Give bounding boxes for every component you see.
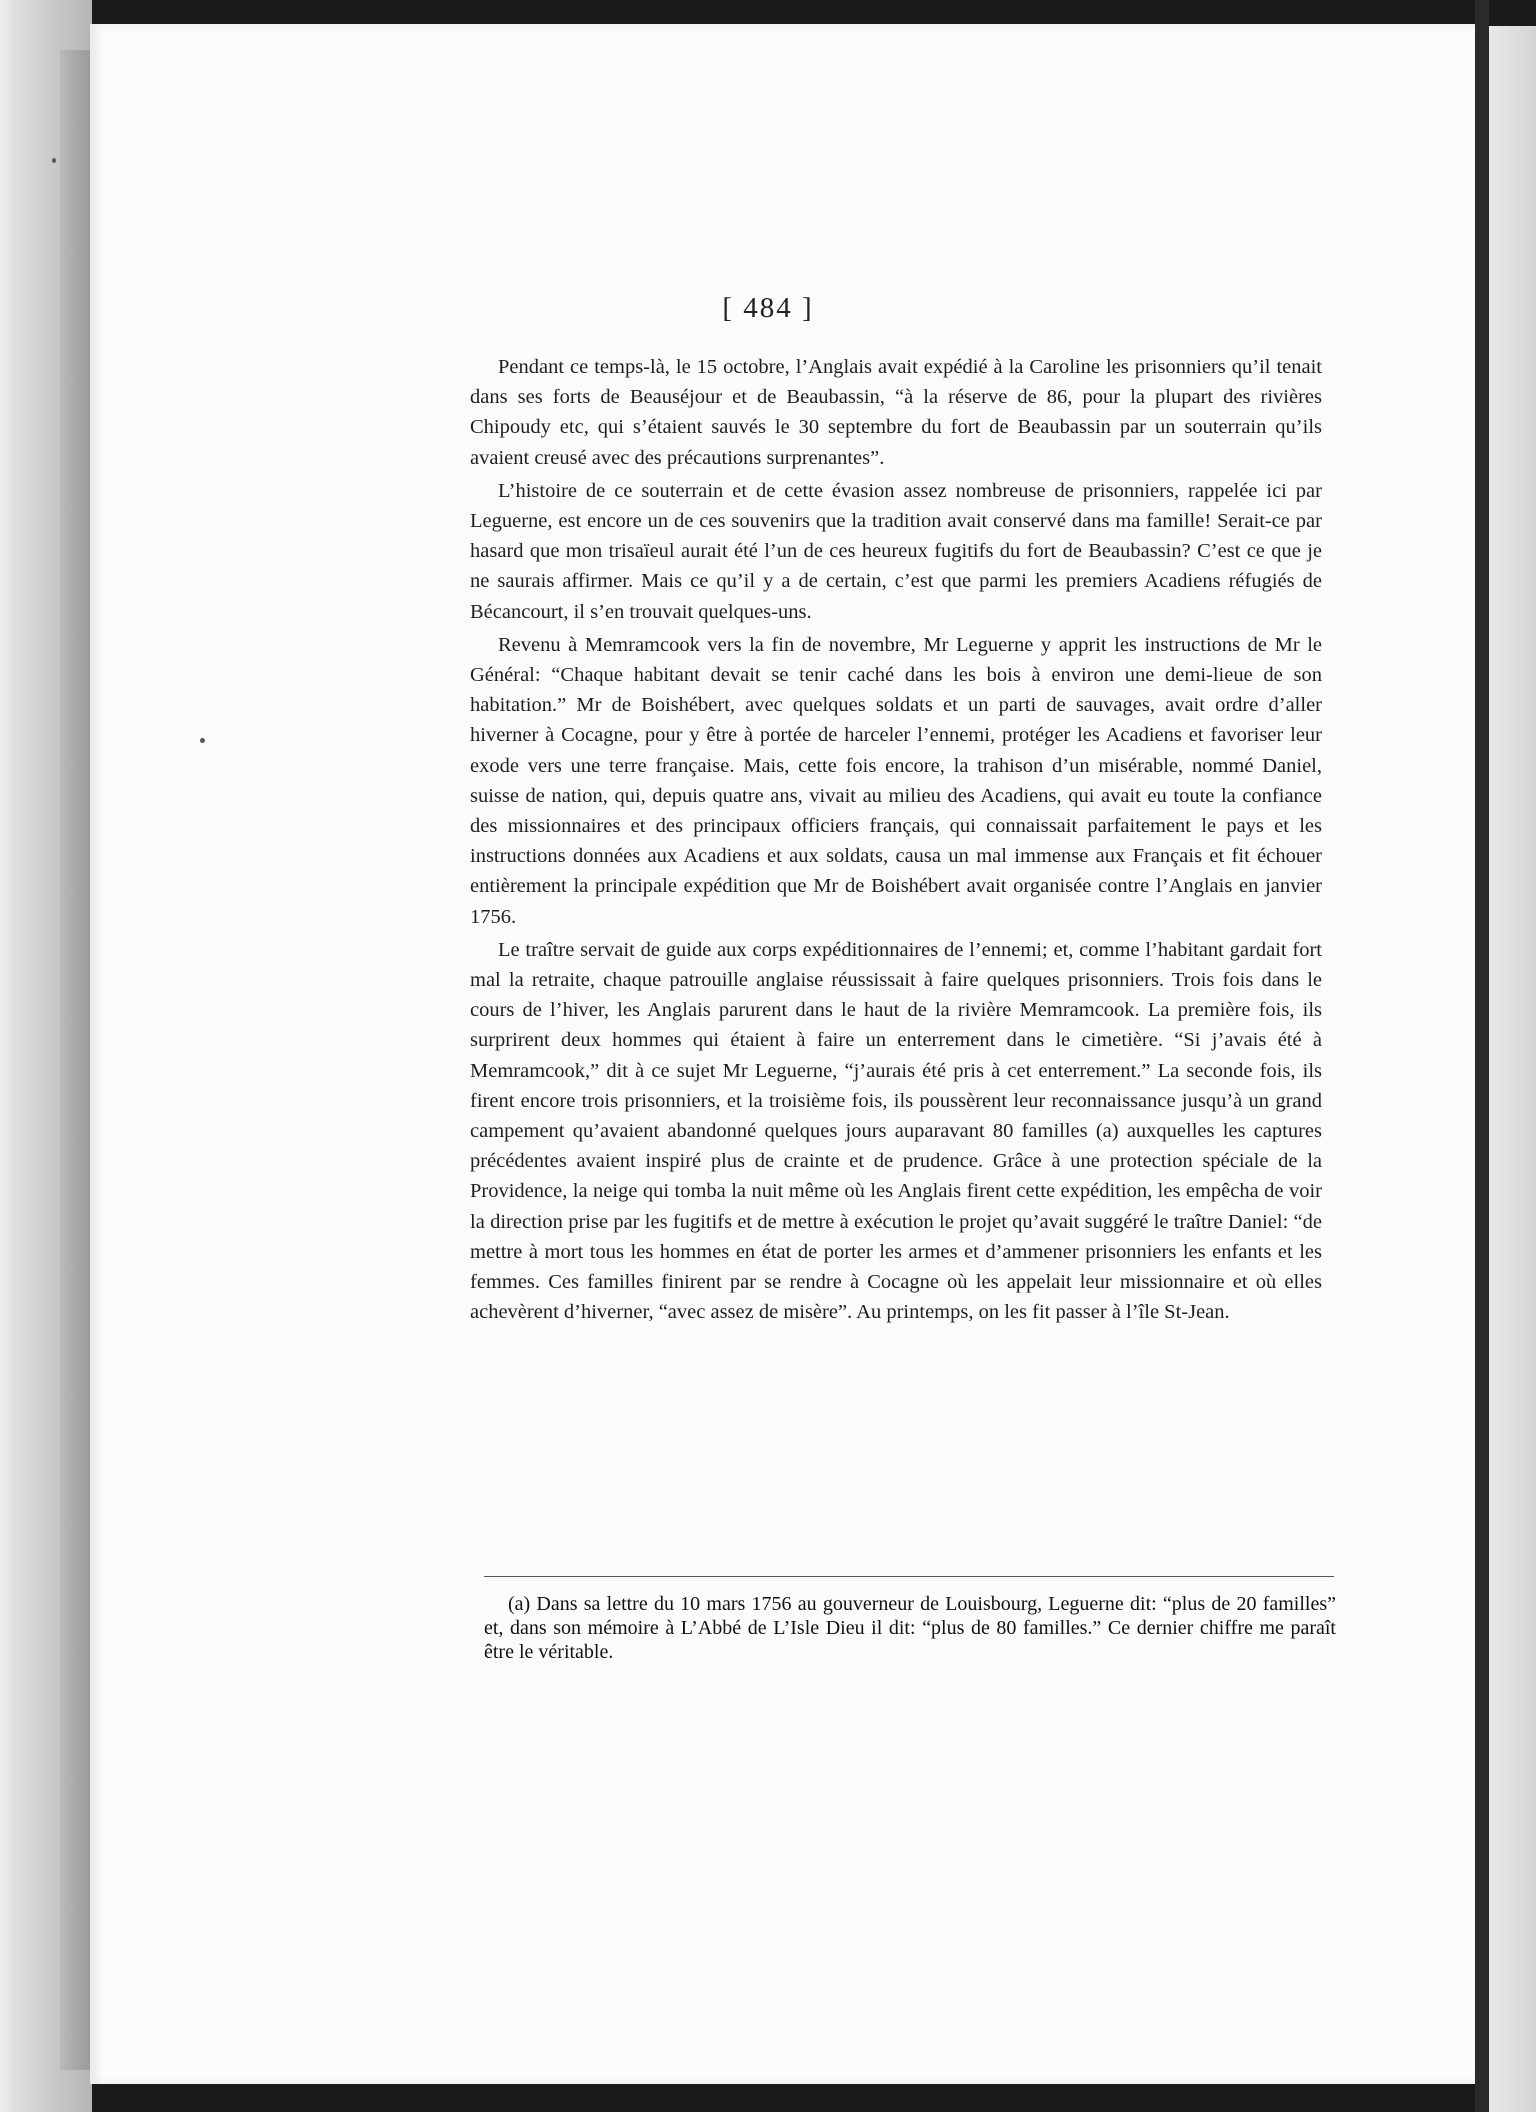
paragraph: L’histoire de ce souterrain et de cette évasion assez nombreuse de prisonniers, rappelée ici par Leguerne, est encore un de ces souvenirs que la tradition avait conservé dans ma famille! Serait-ce par hasard que mon trisaïeul aurait été l’un de ces heureux fugitifs du fort de Beaubassin? C’est ce que je ne saurais affirmer. Mais ce qu’il y a de certain, c’est que parmi les premiers Acadiens réfugiés de Bécancourt, il s’en trouvait quelques-uns. xyxy=(470,479,1322,623)
speck-mark xyxy=(52,158,56,163)
body-text xyxy=(470,352,1322,1331)
page-number: [ 484 ] xyxy=(722,292,814,324)
paragraph: Revenu à Memramcook vers la fin de novembre, Mr Leguerne y apprit les instructions de Mr le Général: “Chaque habitant devait se tenir caché dans les bois à environ une demi-lieue de son habitation.” Mr de Boishébert, avec quelques soldats et un parti de sauvages, avait ordre d’aller hiverner à Cocagne, pour y être à portée de harceler l’ennemi, protéger les Acadiens et favoriser leur exode vers une terre française. Mais, cette fois encore, la trahison d’un misérable, nommé Daniel, suisse de nation, qui, depuis quatre ans, vivait au milieu des Acadiens, qui avait eu toute la confiance des missionnaires et des principaux officiers français, qui connaissait parfaitement le pays et les instructions données aux Acadiens et aux soldats, causa un mal immense aux Français et fit échouer entièrement la principale expédition que Mr de Boishébert avait organisée contre l’Anglais en janvier 1756. xyxy=(470,633,1322,928)
book-right-edge xyxy=(1489,26,1536,2112)
paragraph: Pendant ce temps-là, le 15 octobre, l’Anglais avait expédié à la Caroline les prisonniers qu’il tenait dans ses forts de Beauséjour et de Beaubassin, “à la réserve de 86, pour la plupart des rivières Chipoudy etc, qui s’étaient sauvés le 30 septembre du fort de Beaubassin par un souterrain qu’ils avaient creusé avec des précautions surprenantes”. xyxy=(470,356,1322,469)
footnote xyxy=(484,1592,1336,1664)
speck-mark xyxy=(200,738,205,743)
paragraph: Le traître servait de guide aux corps expéditionnaires de l’ennemi; et, comme l’habitant gardait fort mal la retraite, chaque patrouille anglaise réussissait à faire quelques prisonniers. Trois fois dans le cours de l’hiver, les Anglais parurent dans le haut de la rivière Memramcook. La première fois, ils surprirent deux hommes qui étaient à faire un enterrement dans le cimetière. “Si j’avais été à Memramcook,” dit à ce sujet Mr Leguerne, “j’aurais été pris à cet enterrement.” La seconde fois, ils firent encore trois prisonniers, et la troisième fois, ils poussèrent leur reconnaissance jusqu’à un grand campement qu’avaient abandonné quelques jours auparavant 80 familles (a) auxquelles les captures précédentes avaient inspiré plus de crainte et de prudence. Grâce à une protection spéciale de la Providence, la neige qui tomba la nuit même où les Anglais firent cette expédition, les empêcha de voir la direction prise par les fugitifs et de mettre à exécution le projet qu’avait suggéré le traître Daniel: “de mettre à mort tous les hommes en état de porter les armes et d’ammener prisonniers les enfants et les femmes. Ces familles finirent par se rendre à Cocagne où les appelait leur missionnaire et où elles achevèrent d’hiverner, “avec assez de misère”. Au printemps, on les fit passer à l’île St-Jean. xyxy=(470,938,1322,1324)
footnote-text: (a) Dans sa lettre du 10 mars 1756 au gouverneur de Louisbourg, Leguerne dit: “plus de 20 familles” et, dans son mémoire à L’Abbé de L’Isle Dieu il dit: “plus de 80 familles.” Ce dernier chiffre me paraît être le véritable. xyxy=(484,1593,1336,1663)
footnote-divider xyxy=(484,1576,1334,1577)
